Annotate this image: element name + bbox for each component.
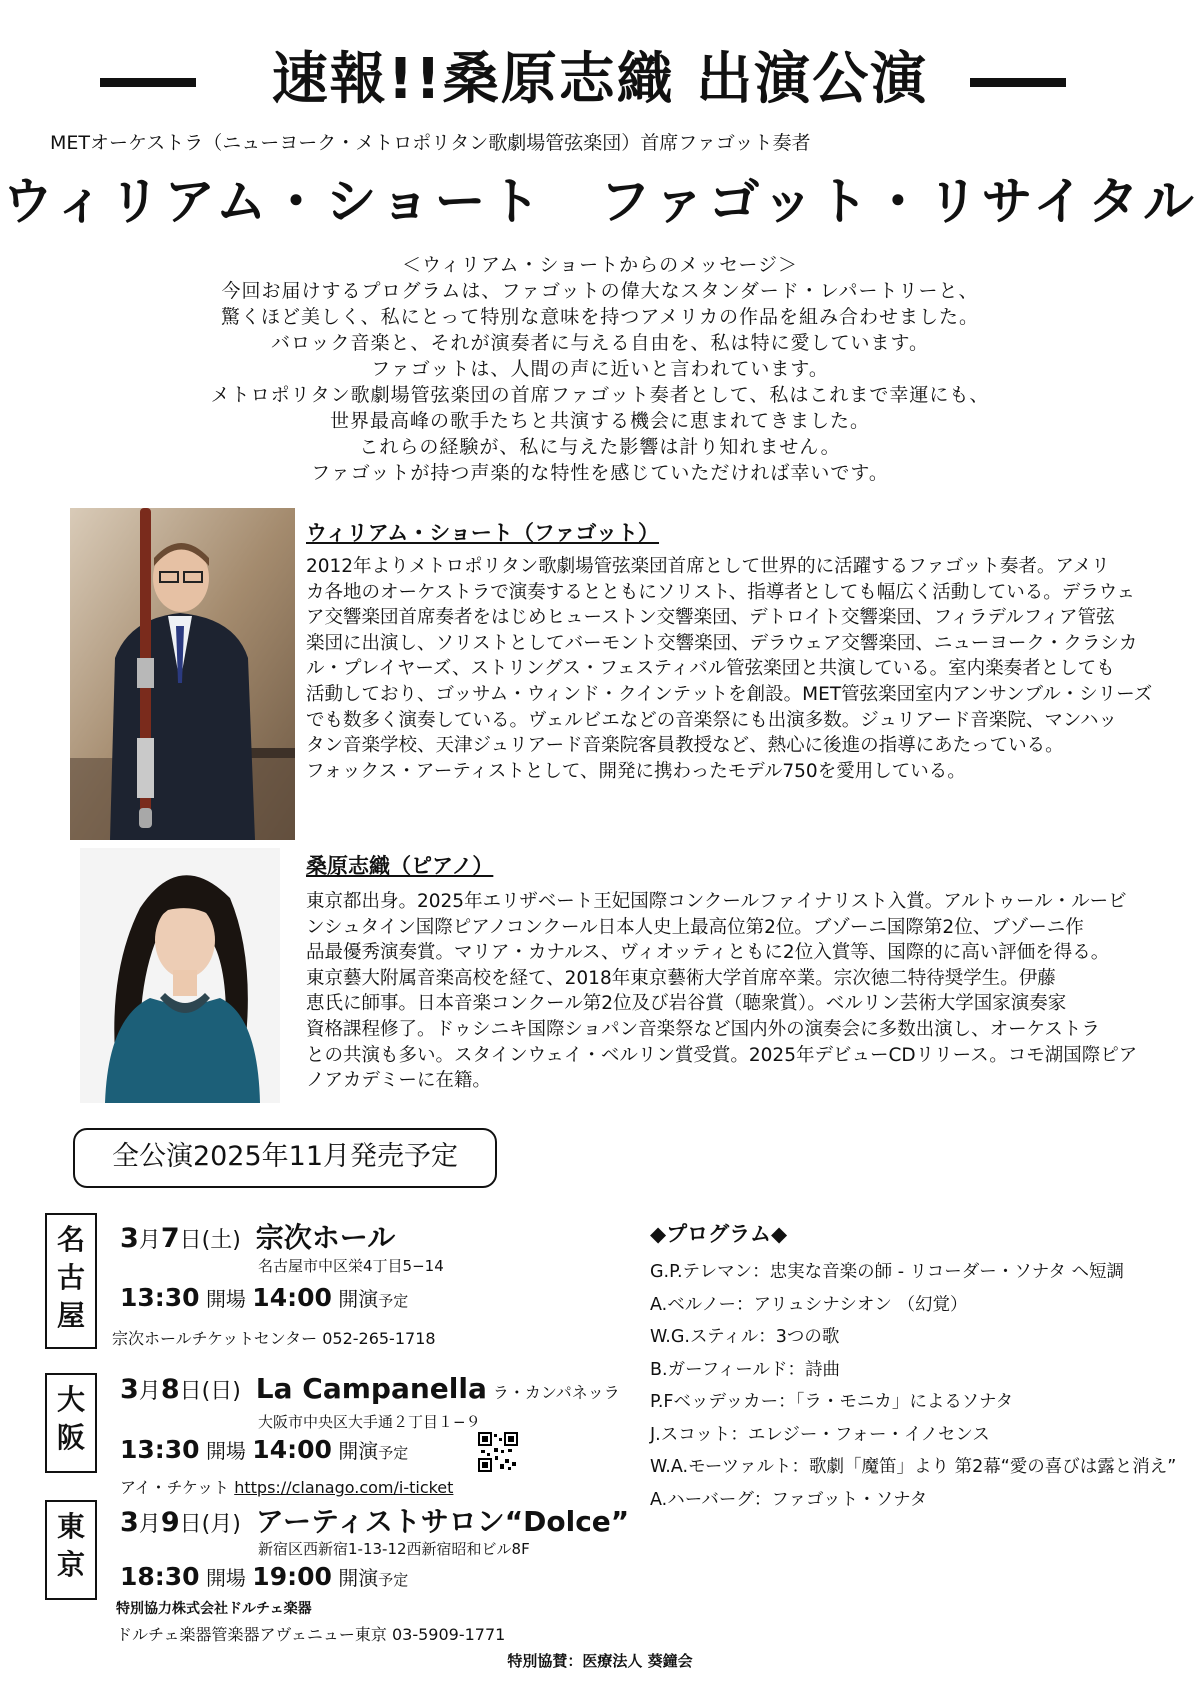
photo-shiori-kuwahara (80, 848, 280, 1103)
message-line: 世界最高峰の歌手たちと共演する機会に恵まれてきました。 (329, 410, 870, 432)
message-line: 驚くほど美しく、私にとって特別な意味を持つアメリカの作品を組み合わせました。 (221, 306, 979, 328)
open-label: 開場 (205, 1439, 246, 1463)
program-item: J.スコット：エレジー・フォー・イノセンス (650, 1424, 990, 1445)
message-line: ファゴットは、人間の声に近いと言われています。 (371, 358, 829, 380)
weekday: (日) (201, 1379, 241, 1404)
program-title: ◆プログラム◆ (650, 1222, 788, 1246)
month-label: 月 (138, 1379, 161, 1404)
open-time: 18:30 (120, 1562, 200, 1591)
concert-date-tokyo (120, 1500, 629, 1540)
bio-line: 東京藝大附属音楽高校を経て、2018年東京藝術大学首席卒業。宗次徳二特待奨学生。伊藤 (306, 967, 1056, 989)
ticket-label: アイ・チケット (120, 1478, 230, 1497)
open-time: 13:30 (120, 1435, 200, 1464)
day: 8 (160, 1374, 180, 1405)
message-line: これらの経験が、私に与えた影響は計り知れません。 (359, 436, 841, 458)
message-line: ファゴットが持つ声楽的な特性を感じていただければ幸いです。 (311, 462, 889, 484)
start-label: 開演 (338, 1287, 379, 1311)
contact-osaka (120, 1475, 453, 1498)
concert-times-nagoya (120, 1283, 408, 1312)
bio-line: タン音楽学校、天津ジュリアード音楽院客員教授など、熱心に後進の指導にあたっている。 (306, 735, 1064, 757)
qr-code-icon[interactable] (478, 1432, 518, 1472)
planned-label: 予定 (378, 1292, 409, 1310)
bio-line: フォックス・アーティストとして、開発に携わったモデル750を愛用している。 (306, 760, 966, 782)
bio-line: 2012年よりメトロポリタン歌劇場管弦楽団首席として世界的に活躍するファゴット奏者。アメリ (306, 556, 1110, 577)
bio-line: ノアカデミーに在籍。 (306, 1070, 491, 1092)
recital-title: ウィリアム・ショート ファゴット・リサイタル (2, 173, 1198, 232)
message-block (0, 252, 1200, 486)
program-item: G.P.テレマン：忠実な音楽の師 - リコーダー・ソナタ ヘ短調 (650, 1262, 1124, 1282)
start-time: 14:00 (252, 1283, 332, 1312)
concert-date-osaka (120, 1372, 620, 1405)
planned-label: 予定 (378, 1444, 409, 1462)
day: 9 (160, 1507, 180, 1538)
city-char: 屋 (56, 1299, 85, 1332)
start-time: 14:00 (252, 1435, 332, 1464)
city-label-nagoya (45, 1213, 97, 1349)
program-item: B.ガーフィールド：詩曲 (650, 1359, 840, 1380)
city-label-osaka (45, 1373, 97, 1473)
city-label-tokyo (45, 1500, 97, 1600)
bio-line: ア交響楽団首席奏者をはじめヒューストン交響楽団、デトロイト交響楽団、フィラデルフィア管弦 (306, 607, 1115, 629)
program-item: P.Fベッデッカー：「ラ・モニカ」によるソナタ (650, 1392, 1014, 1412)
contact-tokyo-cooperation: 特別協力株式会社ドルチェ楽器 (116, 1601, 312, 1617)
bio-text-shiori-kuwahara (306, 889, 1137, 1094)
photo-william-short (70, 508, 295, 840)
bio-line: でも数多く演奏している。ヴェルビエなどの音楽祭にも出演多数。ジュリアード音楽院、マンハッ (306, 709, 1118, 731)
bio-line: 品最優秀演奏賞。マリア・カナルス、ヴィオッティともに2位入賞等、国際的に高い評価を得る。 (306, 942, 1110, 964)
venue-kana: ラ・カンパネッラ (492, 1383, 620, 1402)
venue-name: La Campanella (255, 1372, 487, 1405)
venue-address: 大阪市中央区大手通２丁目１−９ (258, 1413, 481, 1431)
month: 3 (120, 1223, 139, 1254)
weekday: (月) (201, 1512, 241, 1537)
venue-address: 新宿区西新宿1-13-12西新宿昭和ビル8F (258, 1540, 530, 1558)
headline: 速報!!桑原志織 出演公演 (271, 47, 929, 112)
bio-name-shiori-kuwahara: 桑原志織（ピアノ） (306, 854, 494, 878)
bio-line: ンシュタイン国際ピアノコンクール日本人史上最高位第2位。ブゾーニ国際第2位、ブゾーニ作 (306, 916, 1084, 938)
weekday: (土) (201, 1228, 241, 1253)
bio-line: 恵氏に師事。日本音楽コンクール第2位及び岩谷賞（聴衆賞）。ベルリン芸術大学国家演奏家 (306, 993, 1067, 1015)
subtitle: METオーケストラ（ニューヨーク・メトロポリタン歌劇場管弦楽団）首席ファゴット奏者 (50, 132, 811, 154)
ticket-link[interactable]: https://clanago.com/i-ticket (234, 1478, 454, 1497)
open-time: 13:30 (120, 1283, 200, 1312)
contact-tokyo-phone: ドルチェ楽器管楽器アヴェニュー東京 03-5909-1771 (116, 1625, 506, 1644)
planned-label: 予定 (378, 1571, 409, 1589)
concert-date-nagoya (120, 1216, 395, 1256)
message-line: バロック音楽と、それが演奏者に与える自由を、私は特に愛しています。 (270, 332, 930, 354)
start-time: 19:00 (252, 1562, 332, 1591)
month-label: 月 (138, 1228, 161, 1253)
venue-address: 名古屋市中区栄4丁目5−14 (258, 1257, 444, 1275)
city-char: 京 (56, 1548, 85, 1581)
bio-line: カ各地のオーケストラで演奏するとともにソリスト、指導者としても幅広く活動している。デラウェ (306, 581, 1135, 603)
open-label: 開場 (205, 1566, 246, 1590)
bio-line: 東京都出身。2025年エリザベート王妃国際コンクールファイナリスト入賞。アルトゥール・ルービ (306, 891, 1127, 912)
bio-line: 楽団に出演し、ソリストとしてバーモント交響楽団、デラウェア交響楽団、ニューヨーク・クラシカ (306, 632, 1138, 654)
day-label: 日 (179, 1512, 202, 1537)
program-item: A.ベルノー：アリュシナシオン （幻覚） (650, 1294, 968, 1315)
sponsor-credit: 特別協賛：医療法人 葵鐘会 (507, 1652, 693, 1670)
start-label: 開演 (338, 1439, 379, 1463)
city-char: 名 (56, 1223, 85, 1256)
concert-times-tokyo (120, 1562, 408, 1591)
message-line: 今回お届けするプログラムは、ファゴットの偉大なスタンダード・レパートリーと、 (221, 280, 979, 302)
program-item: A.ハーバーグ：ファゴット・ソナタ (650, 1489, 928, 1510)
city-char: 阪 (56, 1421, 85, 1454)
month: 3 (120, 1374, 139, 1405)
open-label: 開場 (205, 1287, 246, 1311)
city-char: 東 (56, 1510, 85, 1543)
month: 3 (120, 1507, 139, 1538)
program-item: W.G.スティル：3つの歌 (650, 1327, 840, 1347)
bio-name-william-short: ウィリアム・ショート（ファゴット） (306, 521, 660, 545)
program-list (650, 1256, 1176, 1516)
venue-name: アーティストサロン“Dolce” (255, 1505, 630, 1538)
city-char: 大 (56, 1383, 85, 1416)
program-item: W.A.モーツァルト：歌劇「魔笛」より 第2幕“愛の喜びは露と消え” (650, 1457, 1177, 1477)
day-label: 日 (179, 1379, 202, 1404)
release-notice: 全公演2025年11月発売予定 (73, 1128, 497, 1188)
bio-line: 活動しており、ゴッサム・ウィンド・クインテットを創設。MET管弦楽団室内アンサンブル・シリーズ (306, 683, 1153, 705)
message-line: メトロポリタン歌劇場管弦楽団の首席ファゴット奏者として、私はこれまで幸運にも、 (210, 384, 990, 406)
concert-times-osaka (120, 1435, 408, 1464)
bio-line: との共演も多い。スタインウェイ・ベルリン賞受賞。2025年デビューCDリリース。コモ湖国際ピア (306, 1044, 1138, 1066)
city-char: 古 (56, 1261, 85, 1294)
venue-name: 宗次ホール (255, 1221, 396, 1254)
month-label: 月 (138, 1512, 161, 1537)
day: 7 (160, 1223, 180, 1254)
bio-line: 資格課程修了。ドゥシニキ国際ショパン音楽祭など国内外の演奏会に多数出演し、オーケストラ (306, 1018, 1100, 1040)
contact-nagoya: 宗次ホールチケットセンター 052-265-1718 (112, 1329, 436, 1348)
bio-text-william-short (306, 554, 1152, 784)
bio-line: ル・プレイヤーズ、ストリングス・フェスティバル管弦楽団と共演している。室内楽奏者としても (306, 658, 1115, 680)
day-label: 日 (179, 1228, 202, 1253)
message-heading: ＜ウィリアム・ショートからのメッセージ＞ (401, 254, 798, 276)
start-label: 開演 (338, 1566, 379, 1590)
